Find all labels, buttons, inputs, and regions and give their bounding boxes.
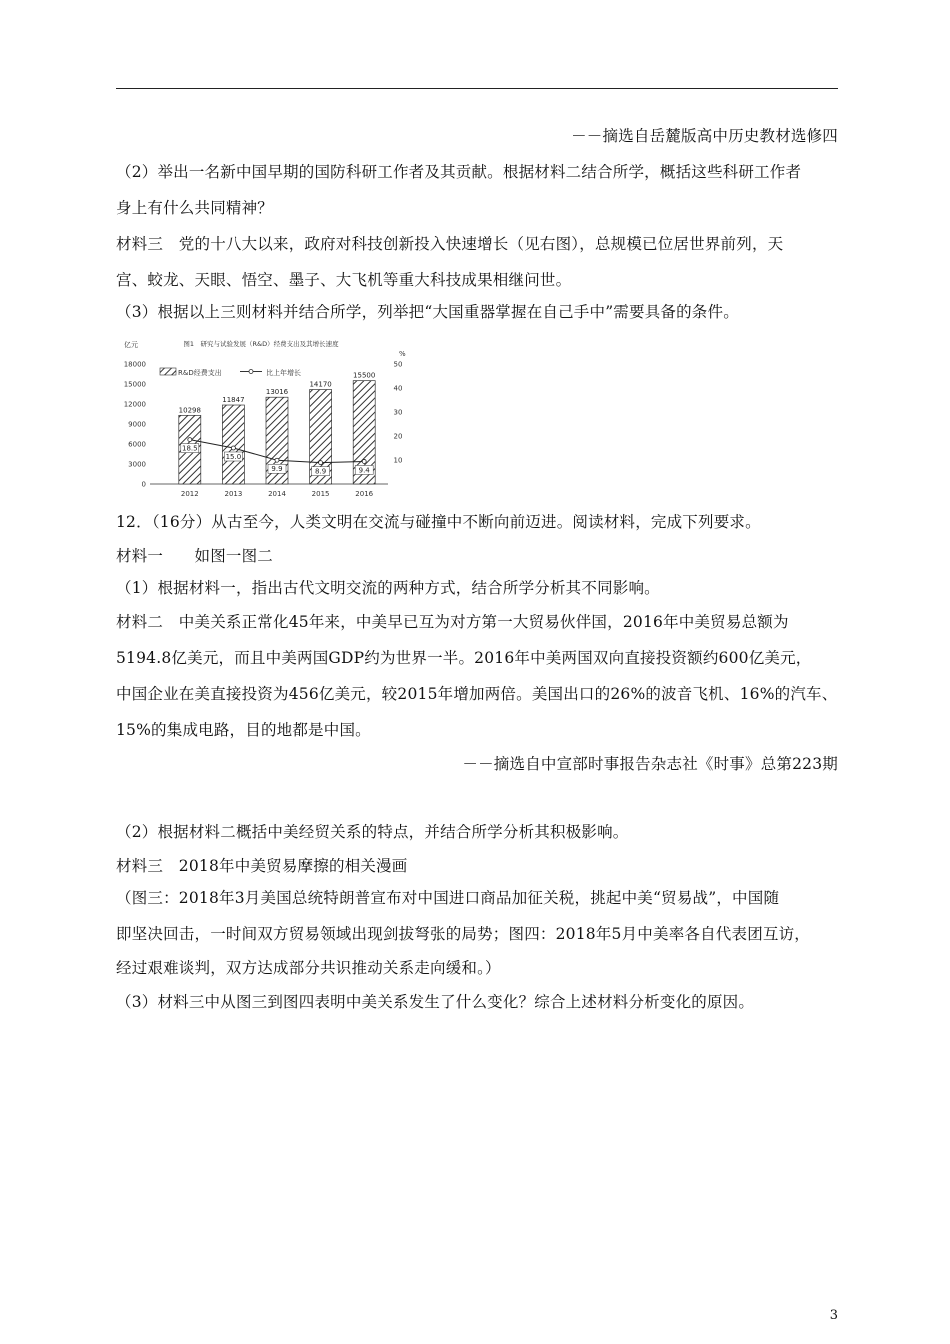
legend-line-label: 比上年增长: [266, 369, 301, 377]
bar-value-label: 11847: [222, 396, 245, 405]
question-2-line-1: （2）举出一名新中国早期的国防科研工作者及其贡献。根据材料二结合所学，概括这些科研工作者: [116, 163, 802, 181]
left-tick-label: 6000: [128, 440, 146, 449]
growth-value-label: 9.9: [271, 465, 283, 474]
bar-value-label: 10298: [178, 406, 201, 415]
right-tick-label: 50: [393, 360, 403, 369]
right-tick-label: 20: [393, 432, 403, 441]
growth-value-label: 18.5: [182, 444, 198, 453]
material-2-line-3: 中国企业在美直接投资为456亿美元，较2015年增加两倍。美国出口的26%的波音飞机、16%的汽车、: [116, 685, 838, 703]
material-2-line-1: 材料二 中美关系正常化45年来，中美早已互为对方第一大贸易伙伴国，2016年中美贸易总额为: [116, 613, 789, 631]
right-tick-label: 40: [393, 384, 403, 393]
left-tick-label: 3000: [128, 460, 146, 469]
question-12-title: 12．（16分）从古至今，人类文明在交流与碰撞中不断向前迈进。阅读材料，完成下列要求。: [116, 513, 761, 531]
growth-value-label: 9.4: [358, 466, 370, 475]
legend-bar-swatch: [160, 368, 176, 375]
growth-value-label: 15.0: [225, 453, 242, 461]
x-tick-label: 2013: [224, 490, 243, 498]
material-3-line-2: 宫、蛟龙、天眼、悟空、墨子、大飞机等重大科技成果相继问世。: [116, 271, 572, 289]
material-3b-desc-2: 即坚决回击，一时间双方贸易领域出现剑拔弩张的局势；图四：2018年5月中美率各自代表团互访，: [116, 925, 811, 943]
growth-value-label: 8.9: [315, 467, 327, 476]
material-2-line-4: 15%的集成电路，目的地都是中国。: [116, 721, 371, 739]
x-tick-label: 2014: [268, 490, 286, 498]
question-2-line-2: 身上有什么共同精神？: [116, 199, 274, 217]
bar-value-label: 14170: [309, 380, 332, 389]
right-tick-label: 30: [393, 408, 403, 417]
source-citation-1: －－摘选自岳麓版高中历史教材选修四: [571, 127, 838, 145]
question-12-2: （2）根据材料二概括中美经贸关系的特点，并结合所学分析其积极影响。: [116, 823, 629, 841]
left-tick-label: 18000: [123, 360, 146, 369]
left-tick-label: 12000: [123, 400, 146, 409]
x-axis-labels: [181, 490, 374, 498]
page-number: 3: [829, 1308, 838, 1323]
left-tick-label: 15000: [123, 380, 146, 389]
growth-point: [319, 461, 323, 465]
growth-point: [231, 446, 235, 450]
growth-point: [362, 459, 366, 463]
material-1-line: 材料一 如图一图二: [116, 547, 274, 565]
growth-point: [188, 438, 192, 442]
legend-bar-label: R&D经费支出: [178, 369, 222, 377]
material-3b-desc-3: 经过艰难谈判，双方达成部分共识推动关系走向缓和。）: [116, 959, 501, 977]
right-axis-ticks: [394, 361, 403, 465]
rd-bar: [222, 405, 244, 484]
question-3-line: （3）根据以上三则材料并结合所学，列举把“大国重器掌握在自己手中”需要具备的条件。: [116, 303, 739, 321]
right-axis-label: %: [399, 350, 406, 358]
left-axis-label: 亿元: [124, 341, 138, 349]
bar-value-label: 15500: [353, 371, 376, 380]
rd-expenditure-chart: [116, 338, 406, 504]
material-3b-desc-1: （图三：2018年3月美国总统特朗普宣布对中国进口商品加征关税，挑起中美“贸易战”，中国随: [116, 889, 780, 907]
x-tick-label: 2015: [311, 490, 330, 498]
legend-line-marker: [249, 370, 253, 374]
x-tick-label: 2016: [355, 490, 374, 498]
material-2-line-2: 5194.8亿美元，而且中美两国GDP约为世界一半。2016年中美两国双向直接投资额约600亿美元，: [116, 649, 812, 667]
bar-value-label: 13016: [265, 388, 289, 397]
question-12-1: （1）根据材料一，指出古代文明交流的两种方式，结合所学分析其不同影响。: [116, 579, 660, 597]
question-12-3: （3）材料三中从图三到图四表明中美关系发生了什么变化？综合上述材料分析变化的原因。: [116, 993, 755, 1011]
chart-title: 图1 研究与试验发展（R&D）经费支出及其增长速度: [183, 340, 339, 348]
header-rule: [116, 88, 838, 89]
x-tick-label: 2012: [180, 490, 199, 498]
legend: [160, 368, 301, 377]
source-citation-2: －－摘选自中宣部时事报告杂志社《时事》总第223期: [462, 755, 838, 773]
material-3b-line: 材料三 2018年中美贸易摩擦的相关漫画: [116, 857, 408, 875]
left-axis-ticks: [124, 361, 146, 489]
material-3-line-1: 材料三 党的十八大以来，政府对科技创新投入快速增长（见右图），总规模已位居世界前列，天: [116, 235, 784, 253]
growth-point: [275, 458, 279, 462]
left-tick-label: 9000: [128, 420, 146, 429]
left-tick-label: 0: [141, 480, 146, 489]
right-tick-label: 10: [393, 456, 403, 465]
